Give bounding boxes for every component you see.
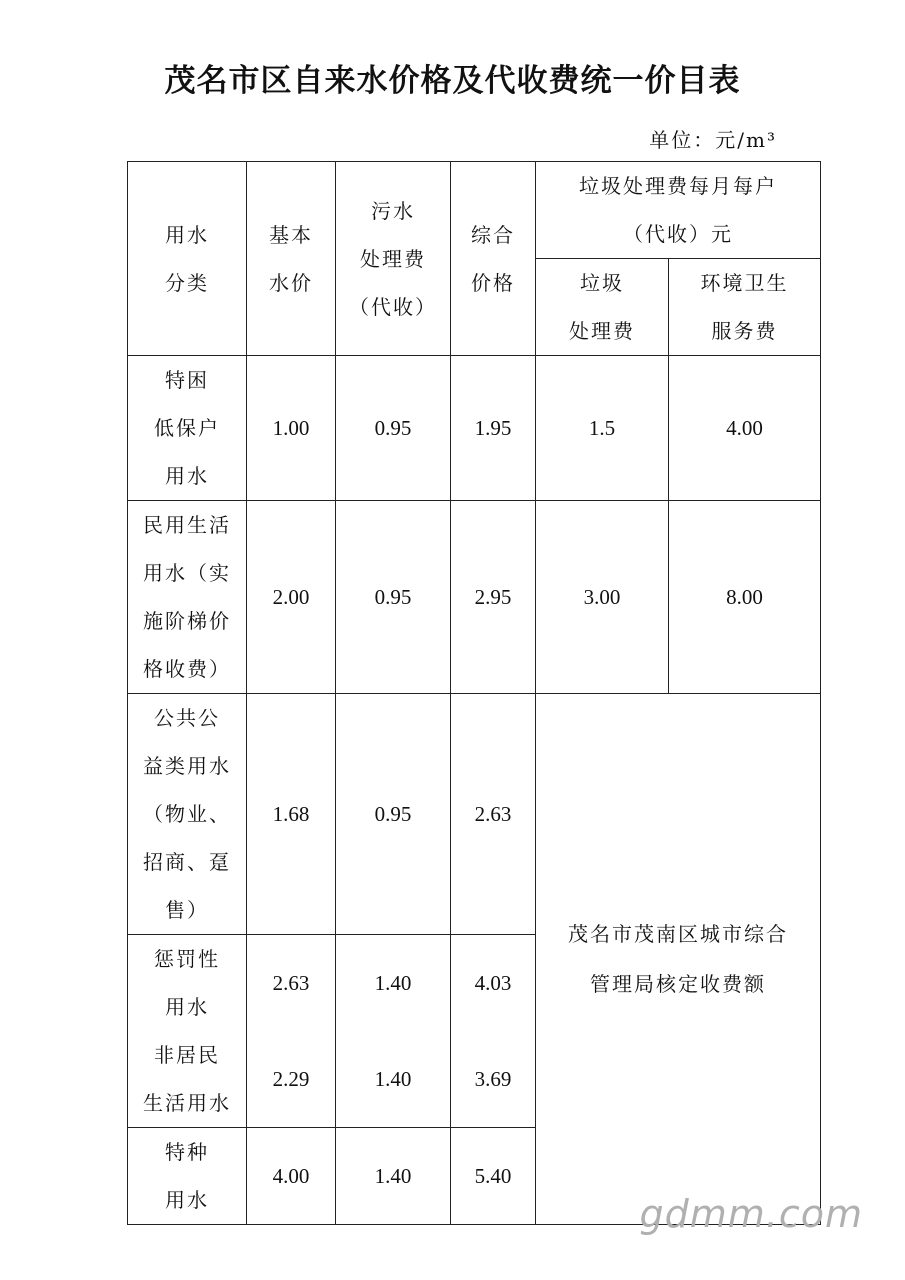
table-row [128, 501, 821, 694]
row-waste-fee: 3.00 [536, 501, 669, 694]
row-total-price: 5.40 [451, 1128, 536, 1225]
header-waste-group: 垃圾处理费每月每户 （代收）元 [536, 162, 821, 259]
header-row-1 [128, 162, 821, 259]
row-sewage-fee: 1.40 [336, 1128, 451, 1225]
row-total-price: 2.63 [451, 694, 536, 935]
page-title: 茂名市区自来水价格及代收费统一价目表 [164, 63, 741, 99]
row-category: 惩罚性 用水 [128, 935, 247, 1032]
row-waste-fee: 1.5 [536, 356, 669, 501]
row-base-price: 4.00 [247, 1128, 336, 1225]
row-total-price: 3.69 [451, 1031, 536, 1128]
row-base-price: 2.00 [247, 501, 336, 694]
unit-label: 单位：元/m³ [649, 128, 777, 152]
row-sewage-fee: 0.95 [336, 356, 451, 501]
table-row [128, 356, 821, 501]
table-row [128, 694, 821, 935]
row-total-price: 4.03 [451, 935, 536, 1032]
price-table [127, 161, 821, 1225]
header-sewage-fee: 污水 处理费 （代收） [336, 162, 451, 356]
row-base-price: 2.63 [247, 935, 336, 1032]
row-sanitation-fee: 4.00 [669, 356, 821, 501]
row-sewage-fee: 0.95 [336, 501, 451, 694]
row-total-price: 1.95 [451, 356, 536, 501]
watermark-logo: gdmm.com [639, 1192, 863, 1236]
row-sewage-fee: 0.95 [336, 694, 451, 935]
row-base-price: 2.29 [247, 1031, 336, 1128]
approval-note: 茂名市茂南区城市综合 管理局核定收费额 [536, 694, 821, 1225]
row-base-price: 1.00 [247, 356, 336, 501]
row-sanitation-fee: 8.00 [669, 501, 821, 694]
row-total-price: 2.95 [451, 501, 536, 694]
header-total-price: 综合 价格 [451, 162, 536, 356]
header-waste-fee: 垃圾 处理费 [536, 259, 669, 356]
row-category: 公共公 益类用水 （物业、 招商、趸 售） [128, 694, 247, 935]
row-category: 特困 低保户 用水 [128, 356, 247, 501]
header-category: 用水 分类 [128, 162, 247, 356]
row-sewage-fee: 1.40 [336, 935, 451, 1032]
row-base-price: 1.68 [247, 694, 336, 935]
row-category: 非居民 生活用水 [128, 1031, 247, 1128]
row-category: 民用生活 用水（实 施阶梯价 格收费） [128, 501, 247, 694]
row-category: 特种 用水 [128, 1128, 247, 1225]
header-base-price: 基本 水价 [247, 162, 336, 356]
header-sanitation-fee: 环境卫生 服务费 [669, 259, 821, 356]
row-sewage-fee: 1.40 [336, 1031, 451, 1128]
